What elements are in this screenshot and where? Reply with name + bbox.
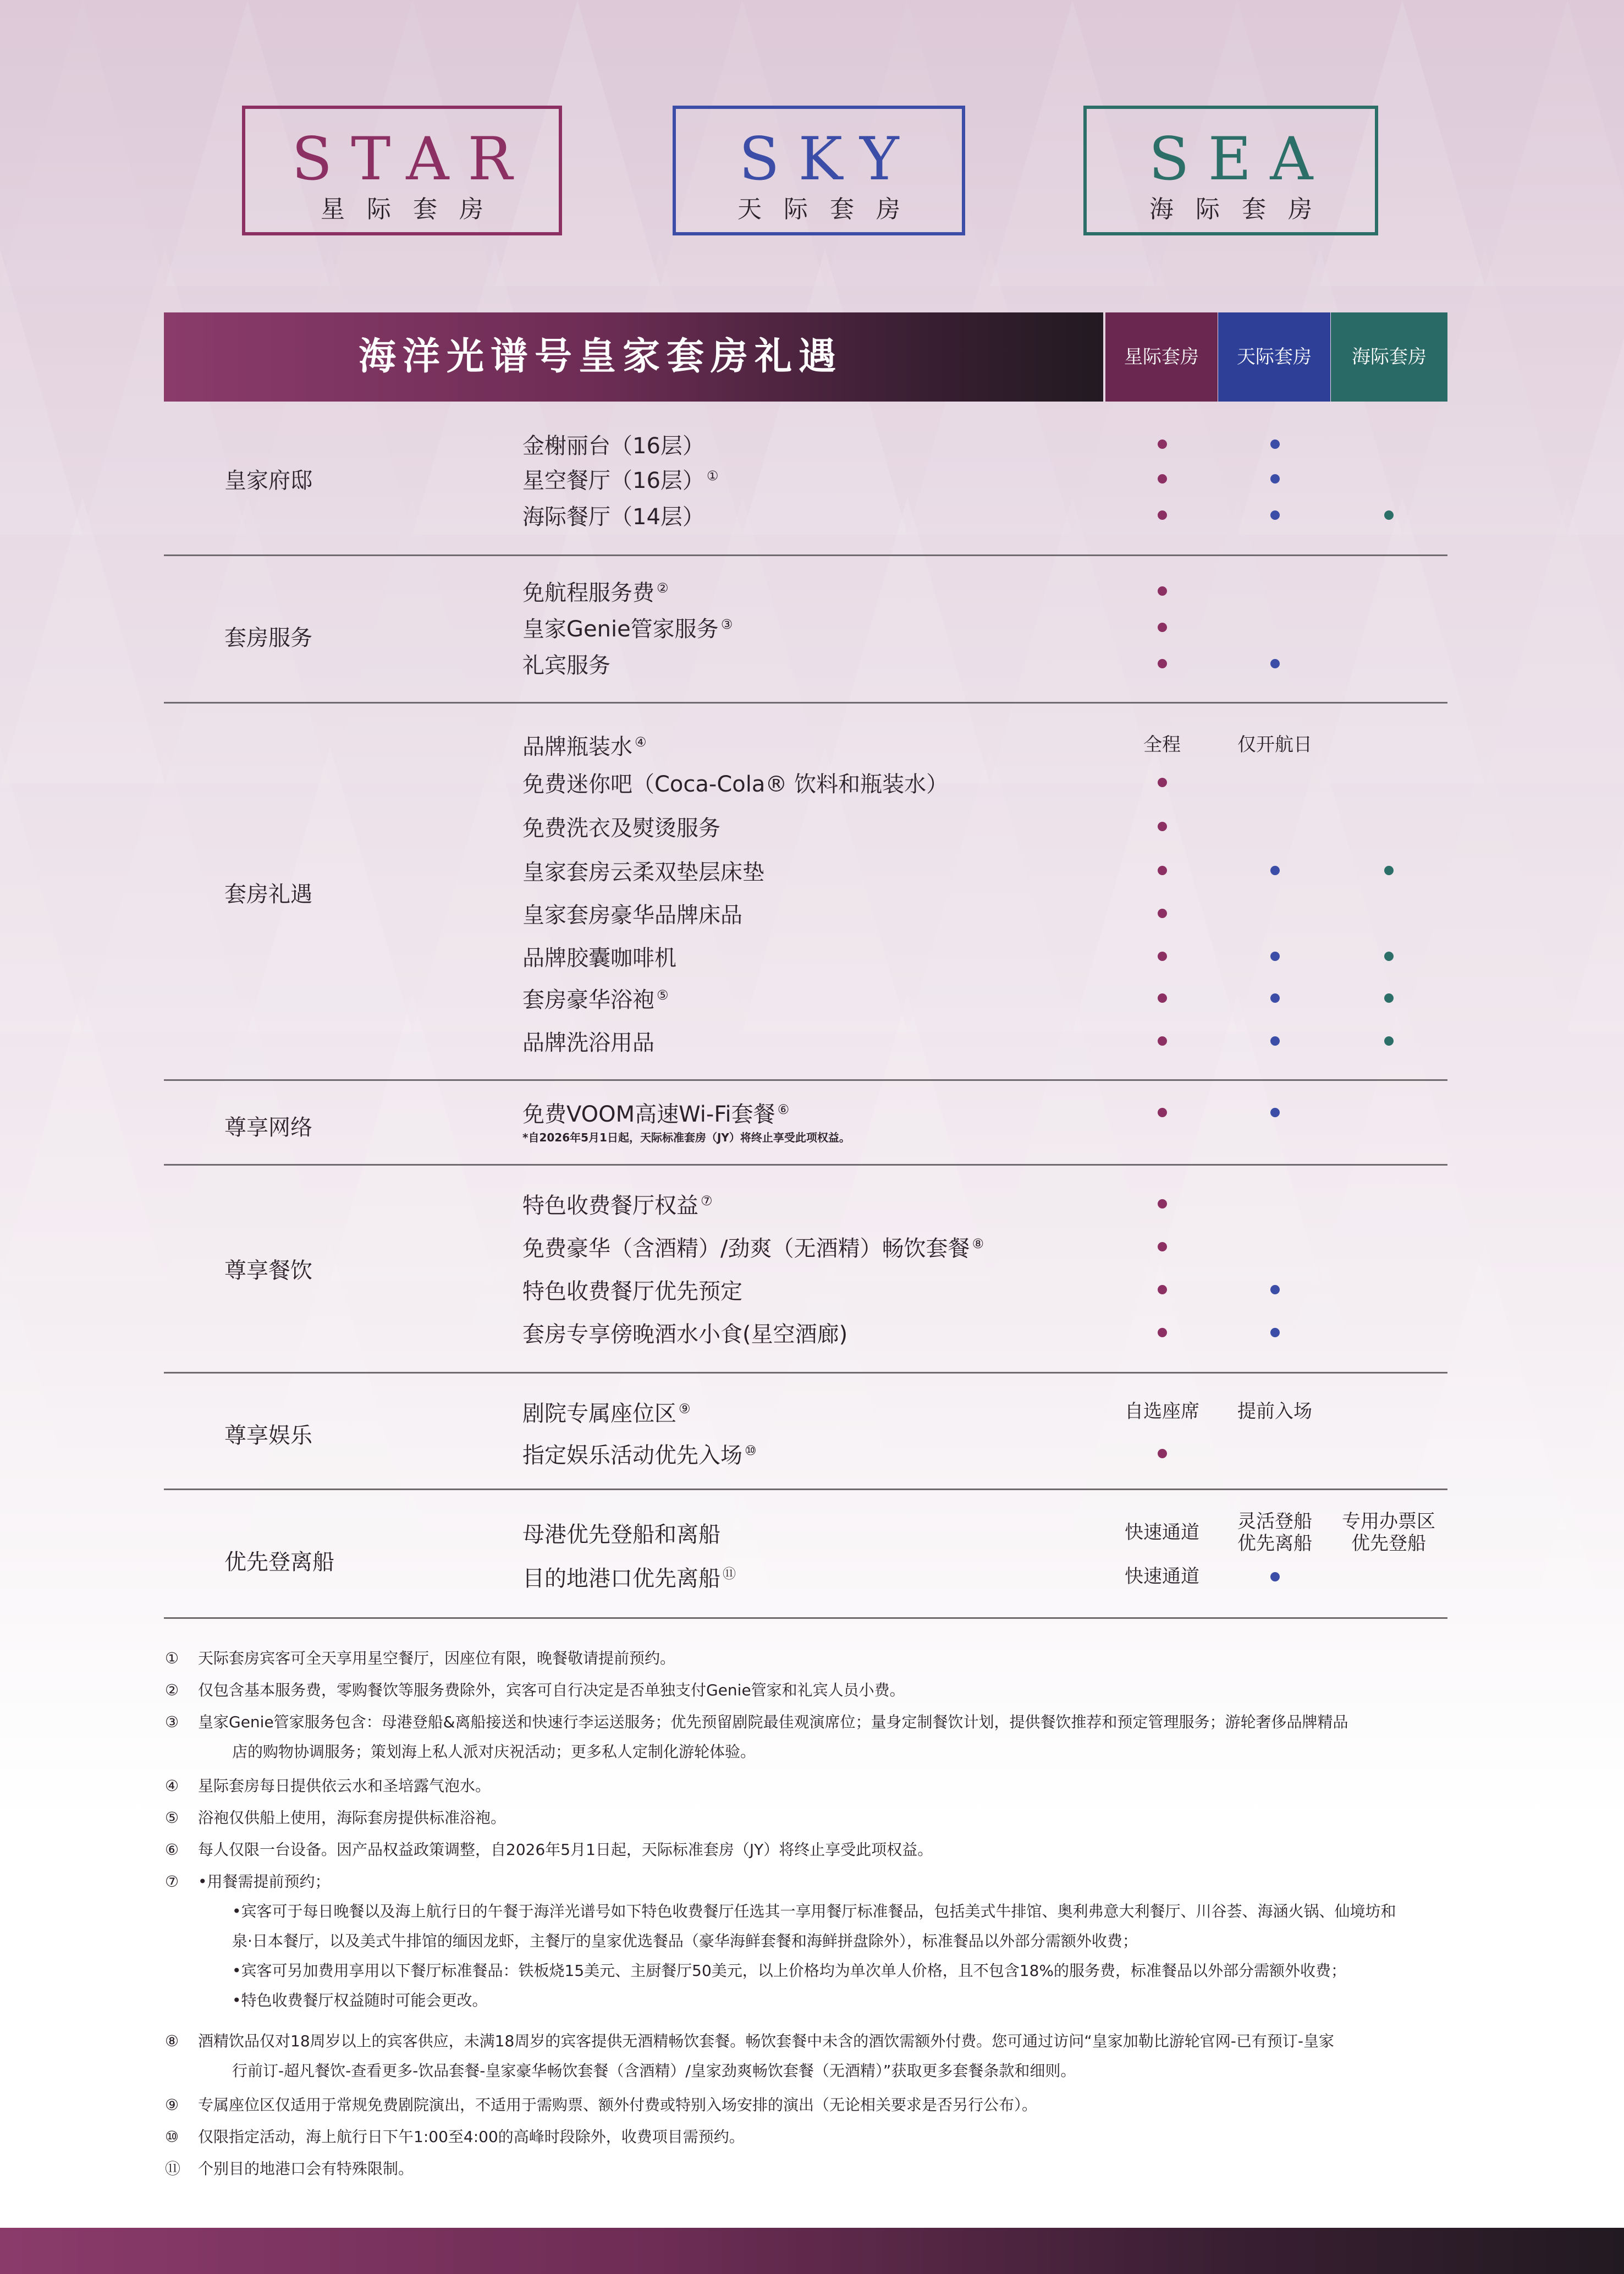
sea-logo-word: SEA (1148, 125, 1332, 194)
availability-dot (1158, 1199, 1167, 1209)
benefit-item (522, 648, 610, 679)
footnote-text (198, 2154, 1446, 2184)
bg-triangle (0, 995, 165, 1281)
availability-dot (1158, 993, 1167, 1003)
benefit-label: 礼宾服务 (522, 653, 610, 678)
category-label: 优先登离船 (224, 1550, 334, 1575)
bg-triangle (330, 497, 495, 783)
availability-dot (1158, 623, 1167, 632)
availability-dot (1270, 474, 1280, 484)
availability-dot (1158, 909, 1167, 918)
availability-dot (1158, 1449, 1167, 1458)
availability-dot (1384, 993, 1394, 1003)
benefit-item (522, 898, 742, 929)
footnote-line: 泉·日本餐厅，以及美式牛排馆的缅因龙虾，主餐厅的皇家优选餐品（豪华海鲜套餐和海鲜拼盘除外），标准餐品以外部分需额外收费； (232, 1932, 1138, 1950)
footnote-text (198, 1867, 1446, 2015)
footnote-item (165, 1803, 1452, 1833)
star-suite-logo (242, 106, 562, 235)
footnote-line: 行前订-超凡餐饮-查看更多-饮品套餐-皇家豪华畅饮套餐（含酒精）/皇家劲爽畅饮套餐（无酒精）”获取更多套餐条款和细则。 (232, 2062, 1076, 2080)
bg-triangle (1485, 0, 1624, 286)
bg-triangle (1320, 497, 1485, 783)
footnote-number: ⑪ (165, 2160, 181, 2178)
footnote-line: •宾客可于每日晚餐以及海上航行日的午餐于海洋光谱号如下特色收费餐厅任选其一享用餐厅标准餐品，包括美式牛排馆、奥利弗意大利餐厅、川谷荟、海涵火锅、仙境坊和 (232, 1902, 1396, 1920)
availability-dot (1158, 1285, 1167, 1294)
benefit-label: 免费洗衣及熨烫服务 (522, 816, 720, 841)
availability-dot (1158, 778, 1167, 787)
bg-triangle (1485, 995, 1624, 1281)
benefit-item (522, 1317, 847, 1348)
bg-triangle (1485, 497, 1624, 783)
sea-suite-logo (1083, 106, 1378, 235)
column-header-sky: 天际套房 (1218, 312, 1330, 402)
category-label: 尊享娱乐 (224, 1423, 312, 1448)
availability-text: 专用办票区 优先登船 (1342, 1510, 1435, 1555)
availability-text: 自选座席 (1125, 1400, 1199, 1422)
benefit-item (522, 1097, 789, 1128)
benefit-item (522, 463, 718, 495)
availability-dot (1158, 474, 1167, 484)
sea-logo-subtitle: 海际套房 (1149, 195, 1334, 223)
footnote-ref: ⑦ (701, 1193, 713, 1209)
benefit-label: 免航程服务费 (522, 580, 654, 606)
benefit-item (522, 612, 733, 643)
benefit-label: 品牌洗浴用品 (522, 1030, 654, 1056)
table-header-title-bar (164, 312, 1103, 402)
benefit-label: 特色收费餐厅优先预定 (522, 1279, 742, 1304)
footnote-item (165, 1676, 1452, 1705)
availability-dot (1158, 952, 1167, 961)
benefit-label: 皇家Genie管家服务 (522, 617, 719, 642)
bg-triangle (907, 1244, 1072, 1530)
footnote-text (198, 2026, 1446, 2086)
benefit-label: 皇家套房豪华品牌床品 (522, 903, 742, 928)
availability-dot (1270, 952, 1280, 961)
category-label: 皇家府邸 (224, 468, 312, 493)
availability-text: 仅开航日 (1237, 734, 1312, 756)
benefit-label: 星空餐厅（16层） (522, 468, 704, 493)
bg-triangle (1320, 995, 1485, 1281)
availability-dot (1384, 952, 1394, 961)
bg-triangle (0, 497, 165, 783)
section-divider (164, 702, 1447, 704)
footnote-line: •宾客可另加费用享用以下餐厅标准餐品：铁板烧15美元、主厨餐厅50美元，以上价格均为单次单人价格，且不包含18%的服务费，标准餐品以外部分需额外收费； (232, 1962, 1347, 1980)
sky-logo-subtitle: 天际套房 (737, 195, 922, 223)
availability-dot (1270, 1285, 1280, 1294)
availability-dot (1158, 440, 1167, 449)
bg-triangle (1237, 1244, 1402, 1530)
footnote-item (165, 2122, 1452, 2152)
bg-triangle (990, 995, 1155, 1281)
bg-triangle (1072, 1244, 1237, 1530)
availability-dot (1158, 586, 1167, 596)
sky-logo-word: SKY (739, 125, 918, 194)
footnote-line: •用餐需提前预约； (198, 1872, 331, 1891)
benefit-label: 皇家套房云柔双垫层床垫 (522, 860, 764, 885)
footnote-item (165, 1835, 1452, 1865)
footnote-line: •特色收费餐厅权益随时可能会更改。 (232, 1991, 488, 2009)
benefit-item (522, 1274, 742, 1305)
bg-triangle (1567, 249, 1624, 535)
availability-dot (1270, 510, 1280, 520)
availability-dot (1158, 510, 1167, 520)
availability-text: 灵活登船 优先离船 (1237, 1510, 1312, 1555)
availability-dot (1384, 866, 1394, 875)
availability-dot (1158, 1108, 1167, 1117)
footnote-line: 仅限指定活动，海上航行日下午1:00至4:00的高峰时段除外，收费项目需预约。 (198, 2128, 745, 2146)
bg-triangle (0, 249, 82, 535)
benefit-item (522, 429, 704, 460)
footnote-item (165, 2154, 1452, 2184)
benefit-item (522, 1438, 757, 1469)
benefit-label: 品牌瓶装水 (522, 734, 632, 760)
footnote-text (198, 1707, 1446, 1767)
bg-triangle (0, 0, 165, 286)
bg-triangle (330, 995, 495, 1281)
section-divider (164, 1079, 1447, 1081)
section-divider (164, 1372, 1447, 1374)
footnote-ref: ⑨ (679, 1400, 691, 1416)
footnote-number: ⑩ (165, 2128, 179, 2146)
availability-dot (1270, 1328, 1280, 1337)
benefit-item (522, 1188, 713, 1220)
availability-dot (1158, 659, 1167, 668)
benefit-label: 免费VOOM高速Wi-Fi套餐 (522, 1102, 775, 1127)
benefit-item (522, 499, 704, 531)
footnote-line: 星际套房每日提供依云水和圣培露气泡水。 (198, 1777, 491, 1795)
bg-triangle (1402, 1244, 1567, 1530)
bg-triangle (1567, 1244, 1624, 1530)
footnote-line: 仅包含基本服务费，零购餐饮等服务费除外，宾客可自行决定是否单独支付Genie管家和礼宾人员小费。 (198, 1681, 905, 1699)
footnote-text (198, 1835, 1446, 1865)
bottom-decor-bar (0, 2228, 1624, 2274)
footnote-item (165, 1771, 1452, 1801)
section-divider (164, 1164, 1447, 1166)
bg-triangle (82, 1244, 247, 1530)
footnote-number: ⑥ (165, 1841, 179, 1859)
benefit-item (522, 811, 720, 842)
footnote-line: 天际套房宾客可全天享用星空餐厅，因座位有限，晚餐敬请提前预约。 (198, 1649, 676, 1667)
benefit-label: 免费迷你吧（Coca-Cola® 饮料和瓶装水） (522, 772, 949, 797)
table-title: 海洋光谱号皇家套房礼遇 (358, 335, 843, 378)
availability-text: 快速通道 (1125, 1522, 1199, 1544)
footnote-number: ⑨ (165, 2096, 179, 2114)
benefit-label: 品牌胶囊咖啡机 (522, 946, 676, 971)
section-divider (164, 1617, 1447, 1619)
benefit-item (522, 575, 669, 607)
benefit-item (522, 1231, 984, 1262)
footnote-ref: ② (657, 580, 669, 596)
benefit-item (522, 1396, 691, 1427)
footnote-text (198, 2122, 1446, 2152)
bg-triangle (825, 497, 990, 783)
availability-dot (1158, 1242, 1167, 1251)
footnote-ref: ⑧ (972, 1235, 984, 1251)
footnote-line: 店的购物协调服务；策划海上私人派对庆祝活动；更多私人定制化游轮体验。 (232, 1743, 756, 1761)
footnote-ref: ③ (720, 616, 733, 632)
benefit-item (522, 941, 676, 972)
benefit-label: 免费豪华（含酒精）/劲爽（无酒精）畅饮套餐 (522, 1236, 970, 1261)
footnote-number: ④ (165, 1777, 179, 1795)
footnote-number: ⑦ (165, 1872, 179, 1891)
footnote-number: ⑧ (165, 2032, 179, 2050)
availability-dot (1384, 510, 1394, 520)
benefit-label: 金榭丽台（16层） (522, 433, 704, 459)
benefit-item (522, 855, 764, 886)
availability-dot (1158, 866, 1167, 875)
footnote-line: 浴袍仅供船上使用，海际套房提供标准浴袍。 (198, 1809, 507, 1827)
bg-triangle (82, 746, 247, 1032)
benefit-label: 剧院专属座位区 (522, 1401, 676, 1426)
footnote-number: ③ (165, 1713, 179, 1731)
footnote-ref: ⑥ (777, 1101, 790, 1117)
availability-text: 快速通道 (1125, 1566, 1199, 1588)
benefit-item (522, 767, 948, 798)
benefit-item (522, 1517, 720, 1548)
footnote-text (198, 1771, 1446, 1801)
footnote-text (198, 1676, 1446, 1705)
footnote-number: ① (165, 1649, 179, 1667)
footnote-item (165, 1644, 1452, 1673)
availability-text: 提前入场 (1237, 1400, 1312, 1422)
footnote-item (165, 1867, 1452, 2015)
category-label: 尊享餐饮 (224, 1258, 312, 1283)
benefit-label: 套房专享傍晚酒水小食(星空酒廊) (522, 1322, 848, 1347)
availability-dot (1270, 659, 1280, 668)
footnote-line: 每人仅限一台设备。因产品权益政策调整，自2026年5月1日起，天际标准套房（JY）将终止享受此项权益。 (198, 1841, 933, 1859)
bg-triangle (1567, 746, 1624, 1032)
benefit-label: 目的地港口优先离船 (522, 1566, 720, 1591)
bg-triangle (1237, 746, 1402, 1032)
footnote-line: 酒精饮品仅对18周岁以上的宾客供应，未满18周岁的宾客提供无酒精畅饮套餐。畅饮套餐中未含的酒饮需额外付费。您可通过访问“皇家加勒比游轮官网-已有预订-皇家 (198, 2032, 1334, 2050)
benefit-label: 指定娱乐活动优先入场 (522, 1443, 742, 1468)
footnote-ref: ④ (635, 734, 647, 750)
availability-dot (1158, 822, 1167, 831)
availability-dot (1270, 1108, 1280, 1117)
benefit-label: 特色收费餐厅权益 (522, 1193, 698, 1218)
sky-suite-logo (673, 106, 965, 235)
availability-dot (1270, 866, 1280, 875)
star-logo-word: STAR (291, 125, 531, 194)
availability-text: 全程 (1143, 734, 1181, 756)
footnote-line: 专属座位区仅适用于常规免费剧院演出，不适用于需购票、额外付费或特别入场安排的演出（无论相关要求是否另行公布）。 (198, 2096, 1038, 2114)
availability-dot (1270, 1572, 1280, 1581)
availability-dot (1270, 440, 1280, 449)
availability-dot (1270, 1036, 1280, 1046)
footnote-ref: ⑤ (657, 987, 669, 1003)
footnote-text (198, 2090, 1446, 2120)
footnote-text (198, 1803, 1446, 1833)
benefit-item (522, 982, 669, 1014)
availability-dot (1158, 1036, 1167, 1046)
bg-triangle (0, 1244, 82, 1530)
column-header-star: 星际套房 (1105, 312, 1218, 402)
category-label: 套房服务 (224, 625, 312, 651)
footnote-item (165, 2026, 1452, 2086)
section-divider (164, 1488, 1447, 1490)
bg-triangle (1155, 995, 1320, 1281)
star-logo-subtitle: 星际套房 (321, 195, 505, 223)
footnote-number: ⑤ (165, 1809, 179, 1827)
availability-dot (1270, 993, 1280, 1003)
column-header-sea: 海际套房 (1331, 312, 1447, 402)
availability-dot (1158, 1328, 1167, 1337)
footnote-item (165, 1707, 1452, 1767)
bg-triangle (1072, 746, 1237, 1032)
footnote-ref: ⑪ (723, 1566, 736, 1581)
footnote-ref: ⑩ (745, 1442, 757, 1458)
availability-dot (1384, 1036, 1394, 1046)
footnote-ref: ① (706, 468, 719, 484)
footnote-number: ② (165, 1681, 179, 1699)
footnote-item (165, 2090, 1452, 2120)
bg-triangle (742, 1244, 907, 1530)
category-label: 尊享网络 (224, 1115, 312, 1140)
bg-triangle (247, 1244, 412, 1530)
bg-triangle (0, 746, 82, 1032)
benefit-label: 套房豪华浴袍 (522, 987, 654, 1013)
section-divider (164, 554, 1447, 556)
benefit-item (522, 1561, 736, 1592)
benefit-item (522, 1025, 654, 1057)
bg-triangle (1402, 746, 1567, 1032)
wifi-subnote: *自2026年5月1日起，天际标准套房（JY）将终止享受此项权益。 (522, 1131, 850, 1144)
footnote-line: 个别目的地港口会有特殊限制。 (198, 2160, 414, 2178)
benefit-item (522, 729, 647, 761)
benefit-label: 海际餐厅（14层） (522, 504, 704, 530)
benefit-label: 母港优先登船和离船 (522, 1522, 720, 1547)
footnote-text (198, 1644, 1446, 1673)
category-label: 套房礼遇 (224, 882, 312, 907)
footnote-line: 皇家Genie管家服务包含：母港登船&离船接送和快速行李运送服务；优先预留剧院最佳观演席位；量身定制餐饮计划，提供餐饮推荐和预定管理服务；游轮奢侈品牌精品 (198, 1713, 1348, 1731)
